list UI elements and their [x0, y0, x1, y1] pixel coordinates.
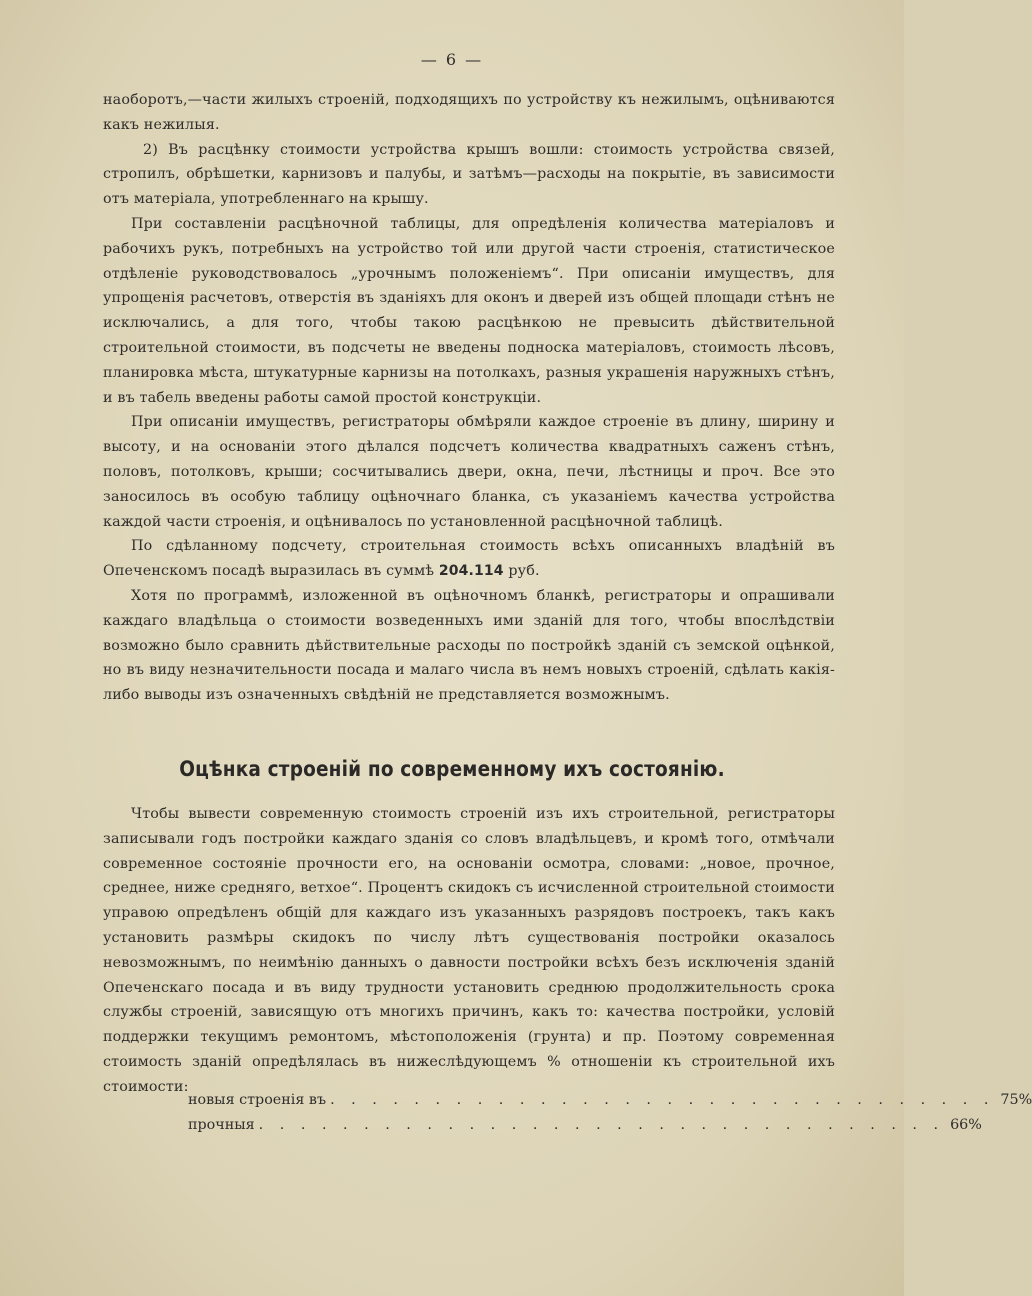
paragraph-total-cost — [103, 534, 835, 584]
section-heading: Оцѣнка строеній по современному ихъ состоянію. — [179, 757, 725, 781]
paragraph-continuation: наоборотъ,—части жилыхъ строеній, подходящихъ по устройству къ нежилымъ, оцѣниваются какъ нежилыя. — [103, 92, 835, 133]
paragraph-owner-survey: Хотя по программѣ, изложенной въ оцѣночномъ бланкѣ, регистраторы и опрашивали каждаго владѣльца о стоимости возведенныхъ ими зданій для того, чтобы впослѣдствіи возможно было сравнить дѣйствительные расходы по постройкѣ зданій съ земской оцѣнкой, но въ виду незначительности посада и малаго числа въ немъ новыхъ строеній, сдѣлать какія-либо выводы изъ означенныхъ свѣдѣній не представляется возможнымъ. — [103, 587, 835, 704]
list-item — [188, 1088, 1032, 1113]
rate-value: 66% — [950, 1117, 982, 1133]
total-cost-amount: 204.114 — [438, 563, 504, 580]
total-cost-text: По сдѣланному подсчету, строительная стоимость всѣхъ описанныхъ владѣній въ Опеченскомъ посадѣ выразилась въ суммѣ — [103, 538, 835, 580]
rate-value: 75% — [1000, 1092, 1032, 1108]
dot-leader: . . . . . . . . . . . . . . . . . . . . . . . . . . . . . . . . — [330, 1092, 995, 1108]
paragraph-current-value: Чтобы вывести современную стоимость строеній изъ ихъ строительной, регистраторы записывали годъ постройки каждаго зданія со словъ владѣльцевъ, и кромѣ того, отмѣчали современное состояніе прочности его, на основаніи осмотра, словами: „новое, прочное, среднее, ниже средняго, ветхое“. Процентъ скидокъ съ исчисленной строительной стоимости управою опредѣленъ общій для каждаго изъ указанныхъ разрядовъ построекъ, такъ какъ установить размѣры скидокъ по числу лѣтъ существованія постройки оказалось невозможнымъ, по неимѣнію данныхъ о давности постройки всѣхъ безъ исключенія зданій Опеченскаго посада и въ виду трудности установить среднюю продолжительность срока службы строеній, зависящую отъ многихъ причинъ, какъ то: качества постройки, условій поддержки текущимъ ремонтомъ, мѣстоположенія (грунта) и пр. Поэтому современная стоимость зданій опредѣлялась въ нижеслѣдующемъ % отношеніи къ строительной ихъ стоимости: — [103, 806, 835, 1095]
list-item — [188, 1113, 982, 1138]
rate-label: новыя строенія въ — [188, 1092, 327, 1108]
paragraph-roof-valuation: 2) Въ расцѣнку стоимости устройства крышъ вошли: стоимость устройства связей, стропилъ, обрѣшетки, карнизовъ и палубы, и затѣмъ—расходы на покрытіе, въ зависимости отъ матеріала, употребленнаго на крышу. — [103, 141, 835, 208]
section-current-condition — [103, 802, 835, 1100]
depreciation-list — [188, 1088, 1032, 1138]
page-number: — 6 — — [420, 50, 484, 69]
dot-leader: . . . . . . . . . . . . . . . . . . . . . . . . . . . . . . . . . — [258, 1117, 945, 1133]
section-assessment-method — [103, 88, 835, 708]
paragraph-measurement: При описаніи имуществъ, регистраторы обмѣряли каждое строеніе въ длину, ширину и высоту, и на основаніи этого дѣлался подсчетъ количества квадратныхъ саженъ стѣнъ, половъ, потолковъ, крыши; сосчитывались двери, окна, печи, лѣстницы и проч. Все это заносилось въ особую таблицу оцѣночнаго бланка, съ указаніемъ качества устройства каждой части строенія, и оцѣнивалось по установленной расцѣночной таблицѣ. — [103, 414, 835, 530]
total-cost-unit: руб. — [503, 563, 540, 580]
rate-label: прочныя — [188, 1117, 255, 1133]
paragraph-valuation-table: При составленіи расцѣночной таблицы, для опредѣленія количества матеріаловъ и рабочихъ рукъ, потребныхъ на устройство той или другой части строенія, статистическое отдѣленіе руководствовалось „урочнымъ положеніемъ“. При описаніи имуществъ, для упрощенія расчетовъ, отверстія въ зданіяхъ для оконъ и дверей изъ общей площади стѣнъ не исключались, а для того, чтобы такою расцѣнкою не превысить дѣйствительной строительной стоимости, въ подсчеты не введены подноска матеріаловъ, стоимость лѣсовъ, планировка мѣста, штукатурные карнизы на потолкахъ, разныя украшенія наружныхъ стѣнъ, и въ табель введены работы самой простой конструкціи. — [103, 215, 835, 406]
